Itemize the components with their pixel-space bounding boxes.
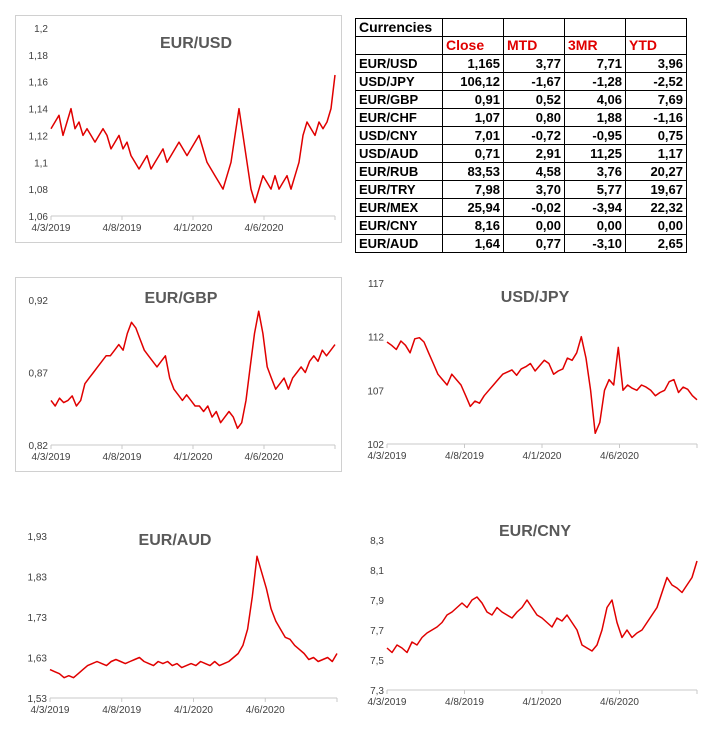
close-cell: 7,01 <box>443 127 504 145</box>
currencies-table <box>355 18 687 253</box>
eur-aud-svg <box>15 520 345 720</box>
x-tick-label: 4/6/2020 <box>600 697 639 708</box>
chart-title: EUR/USD <box>159 35 233 52</box>
y-tick-label: 1,93 <box>27 532 47 543</box>
y-tick-label: 1,12 <box>28 131 48 143</box>
header-close: Close <box>443 37 504 55</box>
close-cell: 8,16 <box>443 217 504 235</box>
pair-cell: EUR/USD <box>356 55 443 73</box>
axes <box>29 296 335 463</box>
x-tick-label: 4/3/2019 <box>30 705 70 716</box>
pair-cell: EUR/CHF <box>356 109 443 127</box>
ytd-cell: 22,32 <box>626 199 687 217</box>
y-tick-label: 0,92 <box>28 296 48 307</box>
table-row <box>356 181 687 199</box>
r3m-cell: 3,76 <box>565 163 626 181</box>
mtd-cell: -0,72 <box>504 127 565 145</box>
r3m-cell: 4,06 <box>565 91 626 109</box>
axes <box>367 279 697 462</box>
series-line <box>50 556 337 677</box>
r3m-cell: 0,00 <box>565 217 626 235</box>
pair-cell: USD/AUD <box>356 145 443 163</box>
table-title: Currencies <box>356 19 443 37</box>
y-tick-label: 102 <box>367 440 384 451</box>
pair-cell: USD/CNY <box>356 127 443 145</box>
pair-cell: EUR/AUD <box>356 235 443 253</box>
y-tick-label: 117 <box>368 279 384 290</box>
x-tick-label: 4/8/2019 <box>102 452 142 463</box>
mtd-cell: -0,02 <box>504 199 565 217</box>
y-tick-label: 1,06 <box>28 212 48 223</box>
chart-title: USD/JPY <box>500 289 570 306</box>
r3m-cell: -3,10 <box>565 235 626 253</box>
ytd-cell: 0,75 <box>626 127 687 145</box>
ytd-cell: -1,16 <box>626 109 687 127</box>
chart-title: EUR/CNY <box>498 523 572 540</box>
series-line <box>51 311 335 428</box>
mtd-cell: 3,77 <box>504 55 565 73</box>
x-tick-label: 4/1/2020 <box>174 705 213 716</box>
ytd-cell: 20,27 <box>626 163 687 181</box>
usd-jpy-svg <box>355 277 715 472</box>
pair-cell: EUR/GBP <box>356 91 443 109</box>
chart-eur-cny <box>355 520 715 720</box>
x-tick-label: 4/8/2019 <box>102 705 142 716</box>
pair-cell: EUR/TRY <box>356 181 443 199</box>
x-tick-label: 4/3/2019 <box>31 223 71 234</box>
ytd-cell: 3,96 <box>626 55 687 73</box>
close-cell: 1,07 <box>443 109 504 127</box>
y-tick-label: 1,1 <box>34 158 48 170</box>
table-row <box>356 217 687 235</box>
series-line <box>387 561 697 653</box>
y-tick-label: 7,3 <box>370 686 384 697</box>
x-tick-label: 4/1/2020 <box>173 223 213 234</box>
y-tick-label: 112 <box>368 332 384 344</box>
r3m-cell: 1,88 <box>565 109 626 127</box>
x-tick-label: 4/8/2019 <box>445 451 484 462</box>
close-cell: 1,165 <box>443 55 504 73</box>
r3m-cell: -3,94 <box>565 199 626 217</box>
r3m-cell: 5,77 <box>565 181 626 199</box>
mtd-cell: 3,70 <box>504 181 565 199</box>
table-row <box>356 163 687 181</box>
x-tick-label: 4/8/2019 <box>445 697 484 708</box>
table-body <box>356 55 687 253</box>
table-row <box>356 199 687 217</box>
y-tick-label: 0,82 <box>28 441 48 452</box>
mtd-cell: 0,00 <box>504 217 565 235</box>
mtd-cell: 0,80 <box>504 109 565 127</box>
mtd-cell: 0,77 <box>504 235 565 253</box>
pair-cell: EUR/MEX <box>356 199 443 217</box>
close-cell: 106,12 <box>443 73 504 91</box>
y-tick-label: 8,1 <box>370 566 384 577</box>
axes <box>28 532 337 716</box>
r3m-cell: -1,28 <box>565 73 626 91</box>
x-tick-label: 4/1/2020 <box>522 697 562 708</box>
table-row <box>356 55 687 73</box>
ytd-cell: 19,67 <box>626 181 687 199</box>
x-tick-label: 4/8/2019 <box>102 223 142 234</box>
x-tick-label: 4/6/2020 <box>244 452 284 463</box>
table-row <box>356 145 687 163</box>
r3m-cell: 11,25 <box>565 145 626 163</box>
header-ytd: YTD <box>626 37 687 55</box>
chart-eur-aud <box>15 520 345 720</box>
x-tick-label: 4/6/2020 <box>245 705 285 716</box>
table-row <box>356 235 687 253</box>
y-tick-label: 1,18 <box>28 50 48 62</box>
y-tick-label: 1,16 <box>28 77 48 89</box>
x-tick-label: 4/3/2019 <box>367 697 407 708</box>
table-row <box>356 73 687 91</box>
r3m-cell: 7,71 <box>565 55 626 73</box>
close-cell: 1,64 <box>443 235 504 253</box>
close-cell: 0,71 <box>443 145 504 163</box>
ytd-cell: -2,52 <box>626 73 687 91</box>
x-tick-label: 4/6/2020 <box>600 451 639 462</box>
close-cell: 7,98 <box>443 181 504 199</box>
series-line <box>51 75 335 203</box>
pair-cell: USD/JPY <box>356 73 443 91</box>
chart-eur-usd <box>15 15 342 243</box>
mtd-cell: 0,52 <box>504 91 565 109</box>
close-cell: 83,53 <box>443 163 504 181</box>
y-tick-label: 107 <box>367 386 384 398</box>
ytd-cell: 7,69 <box>626 91 687 109</box>
chart-title: EUR/AUD <box>138 532 212 549</box>
x-tick-label: 4/1/2020 <box>522 451 562 462</box>
series-line <box>387 337 697 434</box>
chart-eur-gbp <box>15 277 342 472</box>
eur-usd-svg <box>16 16 343 244</box>
mtd-cell: -1,67 <box>504 73 565 91</box>
y-tick-label: 7,5 <box>370 656 384 667</box>
mtd-cell: 2,91 <box>504 145 565 163</box>
y-tick-label: 8,3 <box>370 536 384 547</box>
x-tick-label: 4/6/2020 <box>244 223 284 234</box>
y-tick-label: 1,73 <box>27 613 47 624</box>
x-tick-label: 4/3/2019 <box>367 451 407 462</box>
mtd-cell: 4,58 <box>504 163 565 181</box>
y-tick-label: 7,7 <box>370 626 384 637</box>
x-tick-label: 4/3/2019 <box>31 452 71 463</box>
eur-cny-svg <box>355 520 715 720</box>
table-row <box>356 127 687 145</box>
close-cell: 0,91 <box>443 91 504 109</box>
y-tick-label: 1,53 <box>27 694 47 705</box>
ytd-cell: 1,17 <box>626 145 687 163</box>
pair-cell: EUR/CNY <box>356 217 443 235</box>
y-tick-label: 1,08 <box>28 185 48 197</box>
y-tick-label: 1,63 <box>27 653 47 665</box>
y-tick-label: 7,9 <box>370 596 384 607</box>
header-mtd: MTD <box>504 37 565 55</box>
table-title-row <box>356 19 687 37</box>
table-header-row <box>356 37 687 55</box>
ytd-cell: 0,00 <box>626 217 687 235</box>
header-3mr: 3MR <box>565 37 626 55</box>
eur-gbp-svg <box>16 278 343 473</box>
r3m-cell: -0,95 <box>565 127 626 145</box>
chart-usd-jpy <box>355 277 715 472</box>
x-tick-label: 4/1/2020 <box>173 452 213 463</box>
pair-cell: EUR/RUB <box>356 163 443 181</box>
table-row <box>356 109 687 127</box>
table-row <box>356 91 687 109</box>
ytd-cell: 2,65 <box>626 235 687 253</box>
chart-title: EUR/GBP <box>144 290 218 307</box>
y-tick-label: 0,87 <box>28 368 48 380</box>
close-cell: 25,94 <box>443 199 504 217</box>
y-tick-label: 1,83 <box>27 572 47 584</box>
y-tick-label: 1,14 <box>28 104 48 116</box>
y-tick-label: 1,2 <box>34 24 48 35</box>
